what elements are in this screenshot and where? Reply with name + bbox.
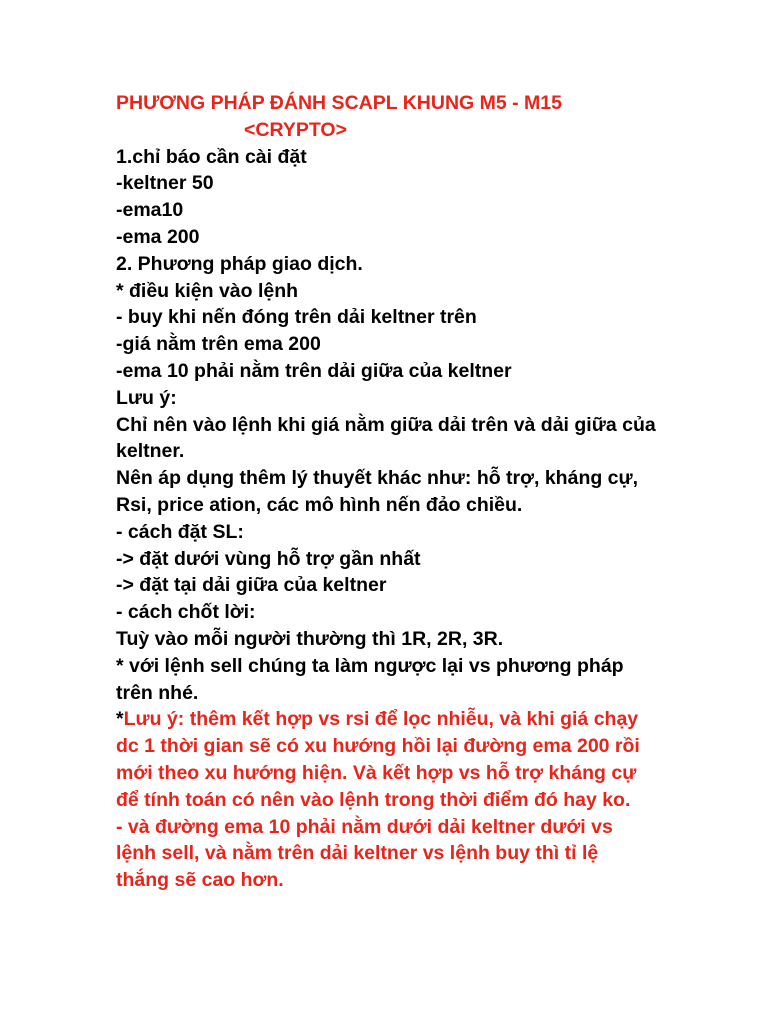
text-line: -giá nằm trên ema 200 (116, 333, 321, 356)
text-line: -ema 200 (116, 225, 200, 248)
text-line: Lưu ý: (116, 386, 177, 409)
note-paragraph (116, 706, 656, 813)
document-subtitle: <CRYPTO> (244, 118, 347, 141)
text-line: -> đặt dưới vùng hỗ trợ gần nhất (116, 547, 421, 570)
note-paragraph-2: - và đường ema 10 phải nằm dưới dải keltner dưới vs lệnh sell, và nằm trên dải keltner vs lệnh buy thì tỉ lệ thắng sẽ cao hơn. (116, 815, 613, 892)
text-line: Tuỳ vào mỗi người thường thì 1R, 2R, 3R. (116, 627, 504, 650)
paragraph: Chỉ nên vào lệnh khi giá nằm giữa dải trên và dải giữa của keltner. (116, 413, 656, 463)
text-line: -ema 10 phải nằm trên dải giữa của keltner (116, 359, 512, 382)
text-line: - cách chốt lời: (116, 601, 256, 624)
paragraph: * với lệnh sell chúng ta làm ngược lại vs phương pháp trên nhé. (116, 654, 624, 704)
text-line: - buy khi nến đóng trên dải keltner trên (116, 306, 477, 329)
text-line: -keltner 50 (116, 172, 214, 195)
paragraph: Nên áp dụng thêm lý thuyết khác như: hỗ trợ, kháng cự, Rsi, price ation, các mô hình nến đảo chiều. (116, 467, 639, 516)
note-text: Lưu ý: thêm kết hợp vs rsi để lọc nhiễu, và khi giá chạy dc 1 thời gian sẽ có xu hướng hồi lại đường ema 200 rồi mới theo xu hướng hiện. Và kết hợp vs hỗ trợ kháng cự để tính toán có nên vào lệnh trong thời điểm đó hay ko. (116, 708, 640, 811)
document-title: PHƯƠNG PHÁP ĐÁNH SCAPL KHUNG M5 - M15 (116, 92, 562, 114)
text-line: -ema10 (116, 199, 184, 222)
document-content (116, 90, 656, 894)
text-line: 2. Phương pháp giao dịch. (116, 252, 363, 275)
text-line: 1.chỉ báo cần cài đặt (116, 145, 307, 168)
text-line: - cách đặt SL: (116, 520, 244, 543)
text-line: * điều kiện vào lệnh (116, 279, 299, 302)
note-prefix: * (116, 708, 124, 731)
text-line: -> đặt tại dải giữa của keltner (116, 574, 387, 597)
